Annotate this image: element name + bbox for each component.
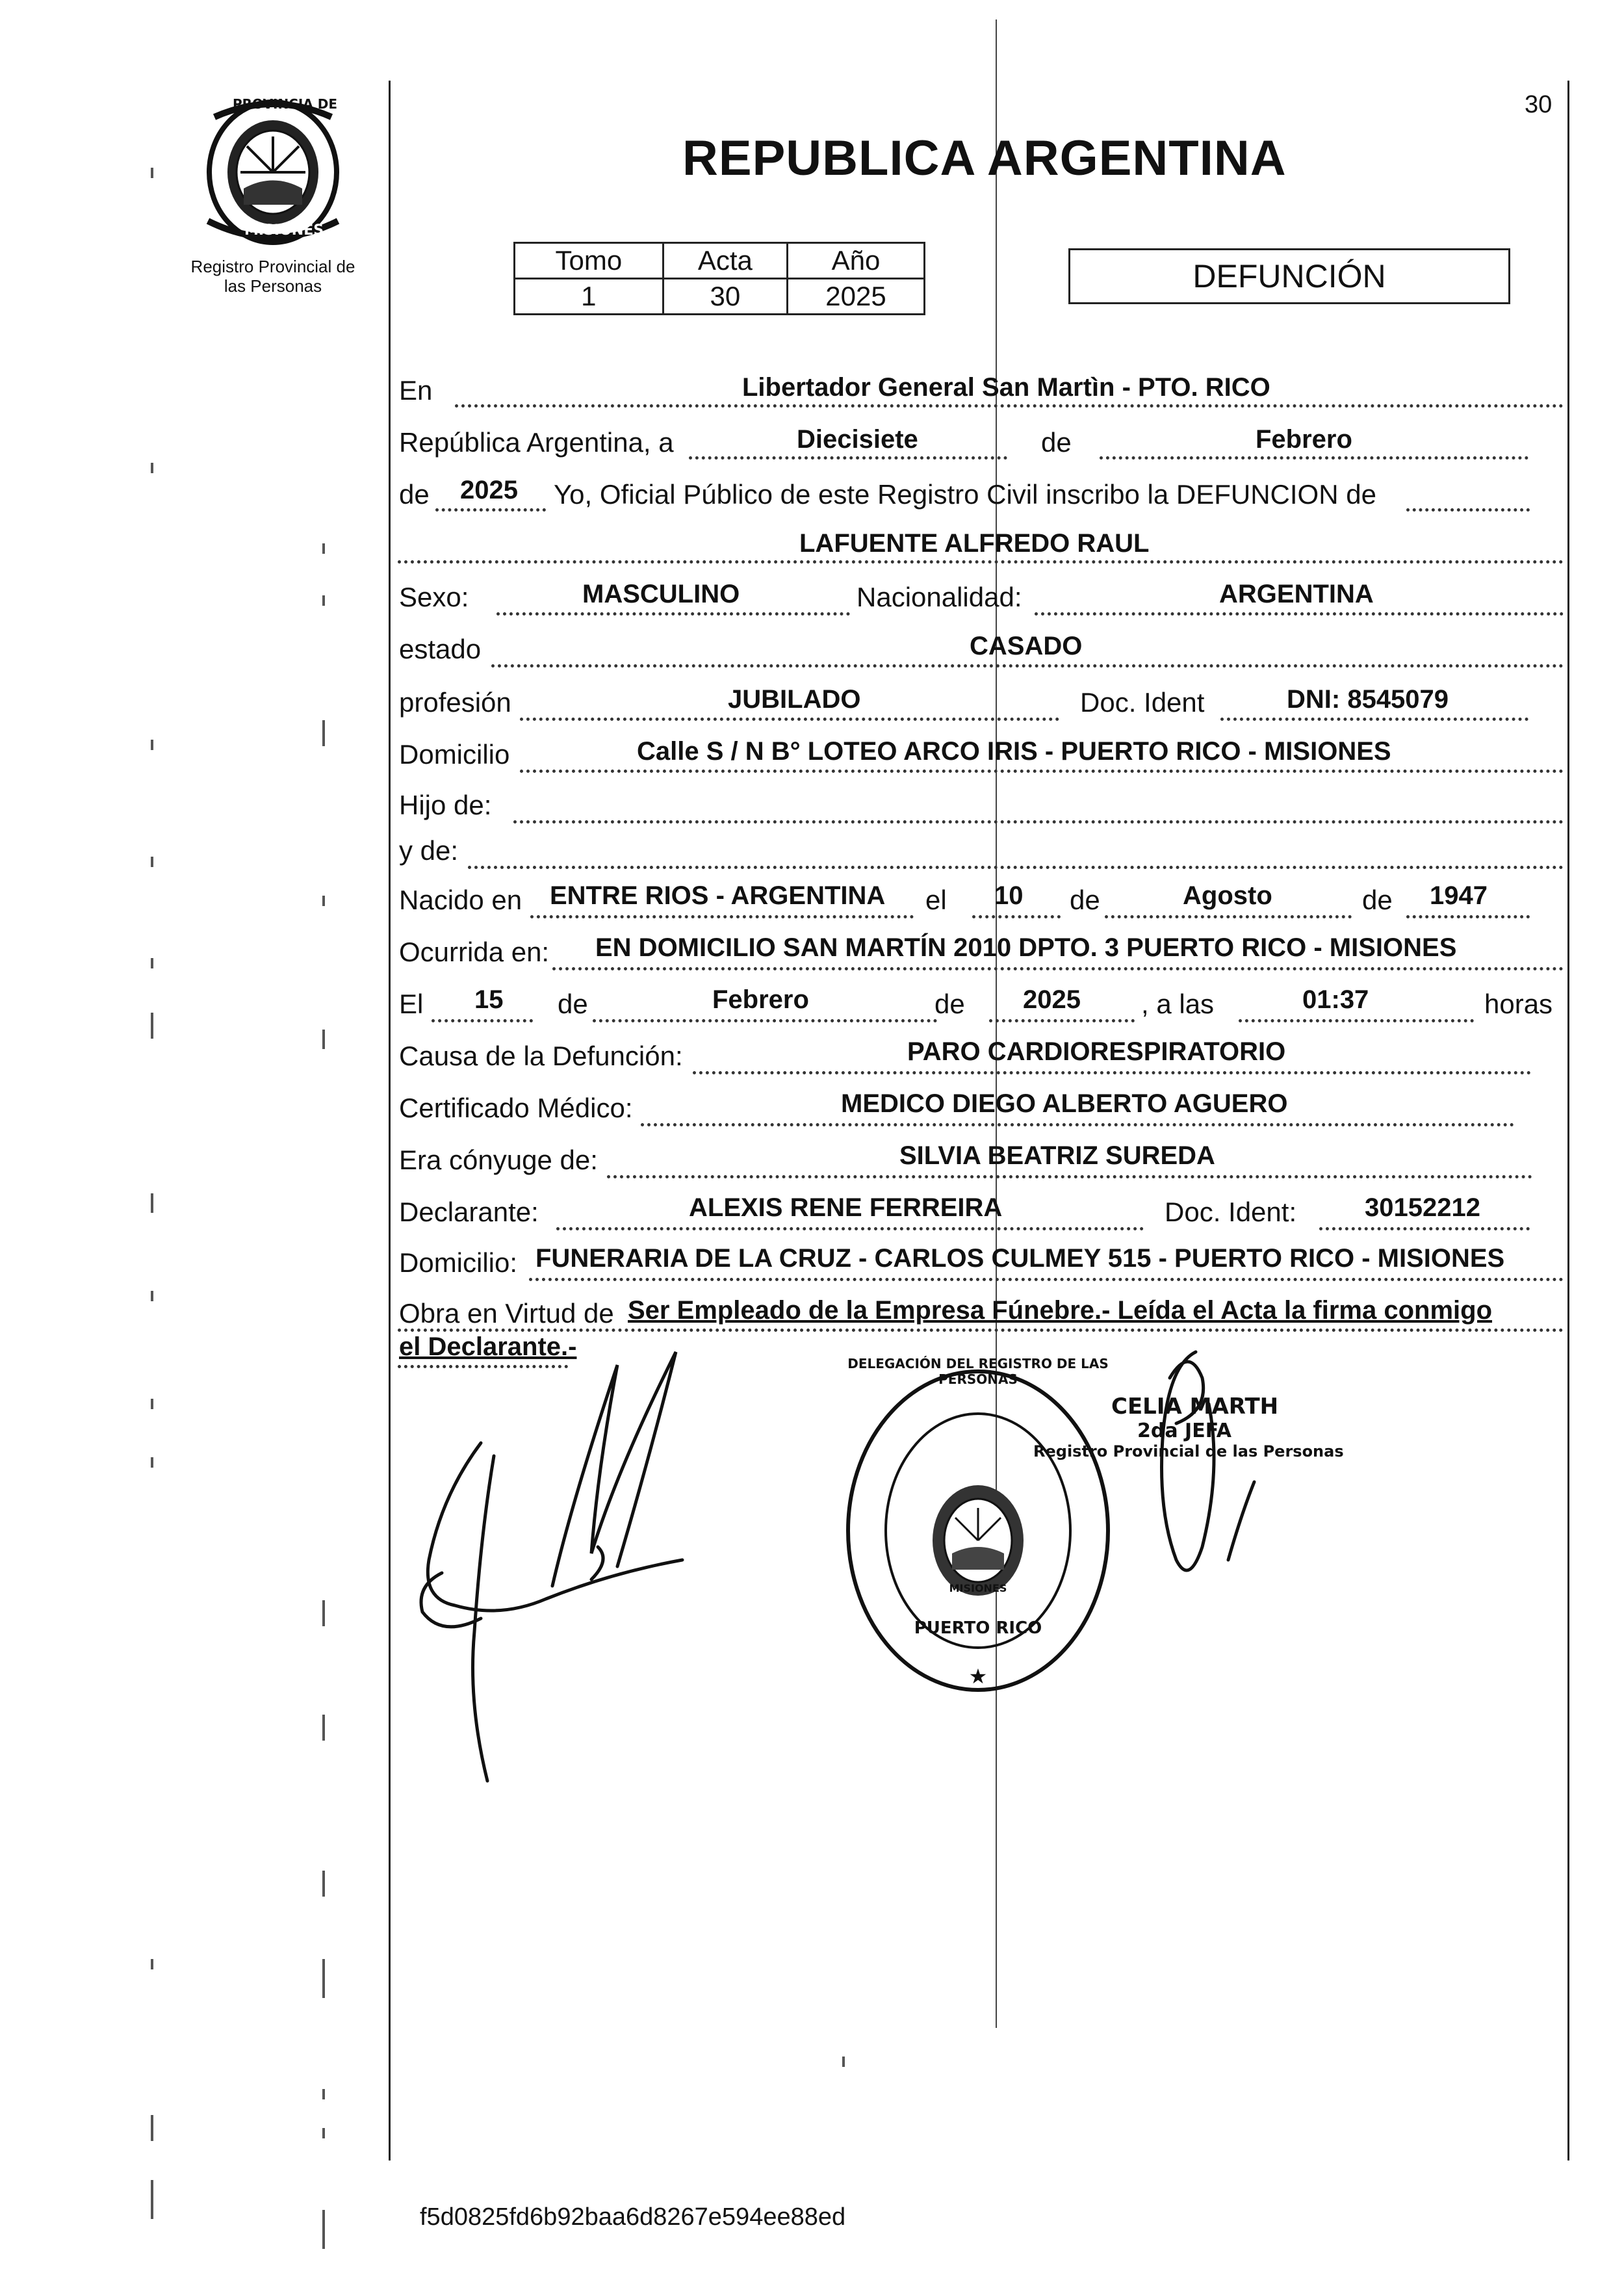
name-underline <box>398 560 1564 564</box>
causa-underline <box>693 1071 1531 1074</box>
inscription-text: Yo, Oficial Público de este Registro Civil inscribo la DEFUNCION de <box>554 479 1376 510</box>
birth-day: 10 <box>994 881 1024 910</box>
profesion-underline <box>520 718 1059 721</box>
registry-value-row <box>515 279 925 315</box>
acta-value: 30 <box>663 279 787 315</box>
ocurrida-label: Ocurrida en: <box>399 937 550 967</box>
hijo-label: Hijo de: <box>399 790 492 820</box>
year-value: 2025 <box>460 476 518 504</box>
birth-month: Agosto <box>1183 881 1272 910</box>
center-fold-line <box>996 19 997 2028</box>
sexo-underline <box>496 612 850 616</box>
sexo-value: MASCULINO <box>582 580 740 608</box>
de2-label: de <box>399 479 430 510</box>
seal-logo-text: MISIONES <box>949 1582 1007 1594</box>
month-value: Febrero <box>1256 425 1352 454</box>
birth-month-underline <box>1105 915 1352 918</box>
obra-value-line2: el Declarante.- <box>399 1332 577 1361</box>
declarant-signature <box>403 1339 702 1794</box>
document-hash: f5d0825fd6b92baa6d8267e594ee88ed <box>420 2203 846 2231</box>
de-label: de <box>1041 427 1072 458</box>
el2-label: El <box>399 989 424 1019</box>
declarante-value: ALEXIS RENE FERREIRA <box>689 1193 1003 1222</box>
deceased-name: LAFUENTE ALFREDO RAUL <box>799 529 1150 558</box>
seal-inner-text: PUERTO RICO <box>914 1618 1042 1638</box>
docident2-value: 30152212 <box>1365 1193 1480 1222</box>
cert-value: MEDICO DIEGO ALBERTO AGUERO <box>841 1089 1288 1118</box>
republica-label: República Argentina, a <box>399 427 674 458</box>
declarante-underline <box>556 1227 1144 1230</box>
docident-underline <box>1220 718 1528 721</box>
domicilio2-value: FUNERARIA DE LA CRUZ - CARLOS CULMEY 515 - PUERTO RICO - MISIONES <box>535 1244 1505 1273</box>
cert-label: Certificado Médico: <box>399 1093 633 1123</box>
docident2-underline <box>1319 1227 1530 1230</box>
registry-office-label <box>162 257 383 296</box>
docident2-label: Doc. Ident: <box>1165 1197 1297 1227</box>
document-type-box: DEFUNCIÓN <box>1068 248 1510 304</box>
causa-label: Causa de la Defunción: <box>399 1041 683 1071</box>
obra-label: Obra en Virtud de <box>399 1298 614 1329</box>
day-value: Diecisiete <box>797 425 918 454</box>
logo-bottom-text: MISIONES <box>244 222 324 239</box>
yde-label: y de: <box>399 835 459 866</box>
seal-ring-text: DELEGACIÓN DEL REGISTRO DE LAS PERSONAS <box>847 1356 1109 1387</box>
conyuge-value: SILVIA BEATRIZ SUREDA <box>899 1141 1215 1170</box>
inscription-underline <box>1406 508 1530 512</box>
estado-underline <box>491 664 1564 668</box>
estado-value: CASADO <box>970 632 1083 660</box>
anio-header: Año <box>788 243 925 279</box>
domicilio2-label: Domicilio: <box>399 1247 518 1278</box>
svg-text:★: ★ <box>968 1664 988 1689</box>
year-underline <box>435 508 546 512</box>
death-day-underline <box>432 1019 533 1022</box>
officer-name: CELIA MARTH <box>1111 1394 1279 1420</box>
tomo-header: Tomo <box>515 243 664 279</box>
nacido-label: Nacido en <box>399 885 522 915</box>
docident-value: DNI: 8545079 <box>1287 685 1449 714</box>
cert-underline <box>641 1123 1514 1126</box>
office-line-2: las Personas <box>224 276 322 296</box>
domicilio2-underline <box>529 1278 1564 1281</box>
day-underline <box>689 456 1007 460</box>
horas-label: horas <box>1484 989 1553 1019</box>
ocurrida-underline <box>552 967 1564 970</box>
logo-top-text: PROVINCIA DE <box>233 96 338 112</box>
hora-value: 01:37 <box>1302 985 1369 1014</box>
birth-year-underline <box>1406 915 1530 918</box>
page-title: REPUBLICA ARGENTINA <box>682 131 1287 186</box>
conyuge-label: Era cónyuge de: <box>399 1145 598 1175</box>
death-year: 2025 <box>1023 985 1081 1014</box>
nacionalidad-value: ARGENTINA <box>1219 580 1374 608</box>
en-underline <box>455 404 1564 408</box>
page-number: 30 <box>1525 91 1553 118</box>
obra-underline <box>398 1329 1564 1332</box>
profesion-value: JUBILADO <box>728 685 861 714</box>
birth-de1-label: de <box>1070 885 1100 915</box>
causa-value: PARO CARDIORESPIRATORIO <box>907 1037 1286 1066</box>
estado-label: estado <box>399 634 482 664</box>
registry-table <box>513 242 925 315</box>
profesion-label: profesión <box>399 687 511 718</box>
domicilio-value: Calle S / N B° LOTEO ARCO IRIS - PUERTO RICO - MISIONES <box>637 737 1391 766</box>
conyuge-underline <box>607 1175 1532 1178</box>
yde-underline <box>468 866 1564 869</box>
death-month-underline <box>593 1019 937 1022</box>
en-label: En <box>399 375 433 406</box>
officer-signature <box>1131 1339 1274 1612</box>
province-logo <box>195 91 351 247</box>
death-month: Febrero <box>712 985 809 1014</box>
anio-value: 2025 <box>788 279 925 315</box>
birth-day-underline <box>972 915 1061 918</box>
nacionalidad-underline <box>1035 612 1564 616</box>
death-de1-label: de <box>558 989 588 1019</box>
registry-header-row <box>515 243 925 279</box>
death-day: 15 <box>474 985 504 1014</box>
office-line-1: Registro Provincial de <box>190 257 355 276</box>
ocurrida-value: EN DOMICILIO SAN MARTÍN 2010 DPTO. 3 PUERTO RICO - MISIONES <box>595 933 1457 962</box>
officer-role: 2da JEFA <box>1137 1420 1231 1442</box>
declarante-label: Declarante: <box>399 1197 539 1227</box>
domicilio-underline <box>520 770 1564 773</box>
domicilio-label: Domicilio <box>399 739 510 770</box>
nacionalidad-label: Nacionalidad: <box>857 582 1022 612</box>
officer-office: Registro Provincial de las Personas <box>1033 1442 1344 1460</box>
nacido-value: ENTRE RIOS - ARGENTINA <box>550 881 886 910</box>
death-de2-label: de <box>934 989 965 1019</box>
obra-value-line1: Ser Empleado de la Empresa Fúnebre.- Leída el Acta la firma conmigo <box>628 1296 1493 1325</box>
sexo-label: Sexo: <box>399 582 469 612</box>
el-label: el <box>925 885 947 915</box>
month-underline <box>1100 456 1528 460</box>
docident-label: Doc. Ident <box>1080 687 1205 718</box>
hora-underline <box>1239 1019 1474 1022</box>
place-value: Libertador General San Martìn - PTO. RICO <box>742 373 1270 402</box>
alas-label: , a las <box>1141 989 1215 1019</box>
death-year-underline <box>989 1019 1135 1022</box>
tomo-value: 1 <box>515 279 664 315</box>
left-margin-rule <box>389 81 391 2161</box>
hijo-underline <box>513 820 1564 824</box>
acta-header: Acta <box>663 243 787 279</box>
birth-year: 1947 <box>1430 881 1488 910</box>
nacido-underline <box>530 915 914 918</box>
right-margin-rule <box>1567 81 1569 2161</box>
birth-de2-label: de <box>1362 885 1393 915</box>
